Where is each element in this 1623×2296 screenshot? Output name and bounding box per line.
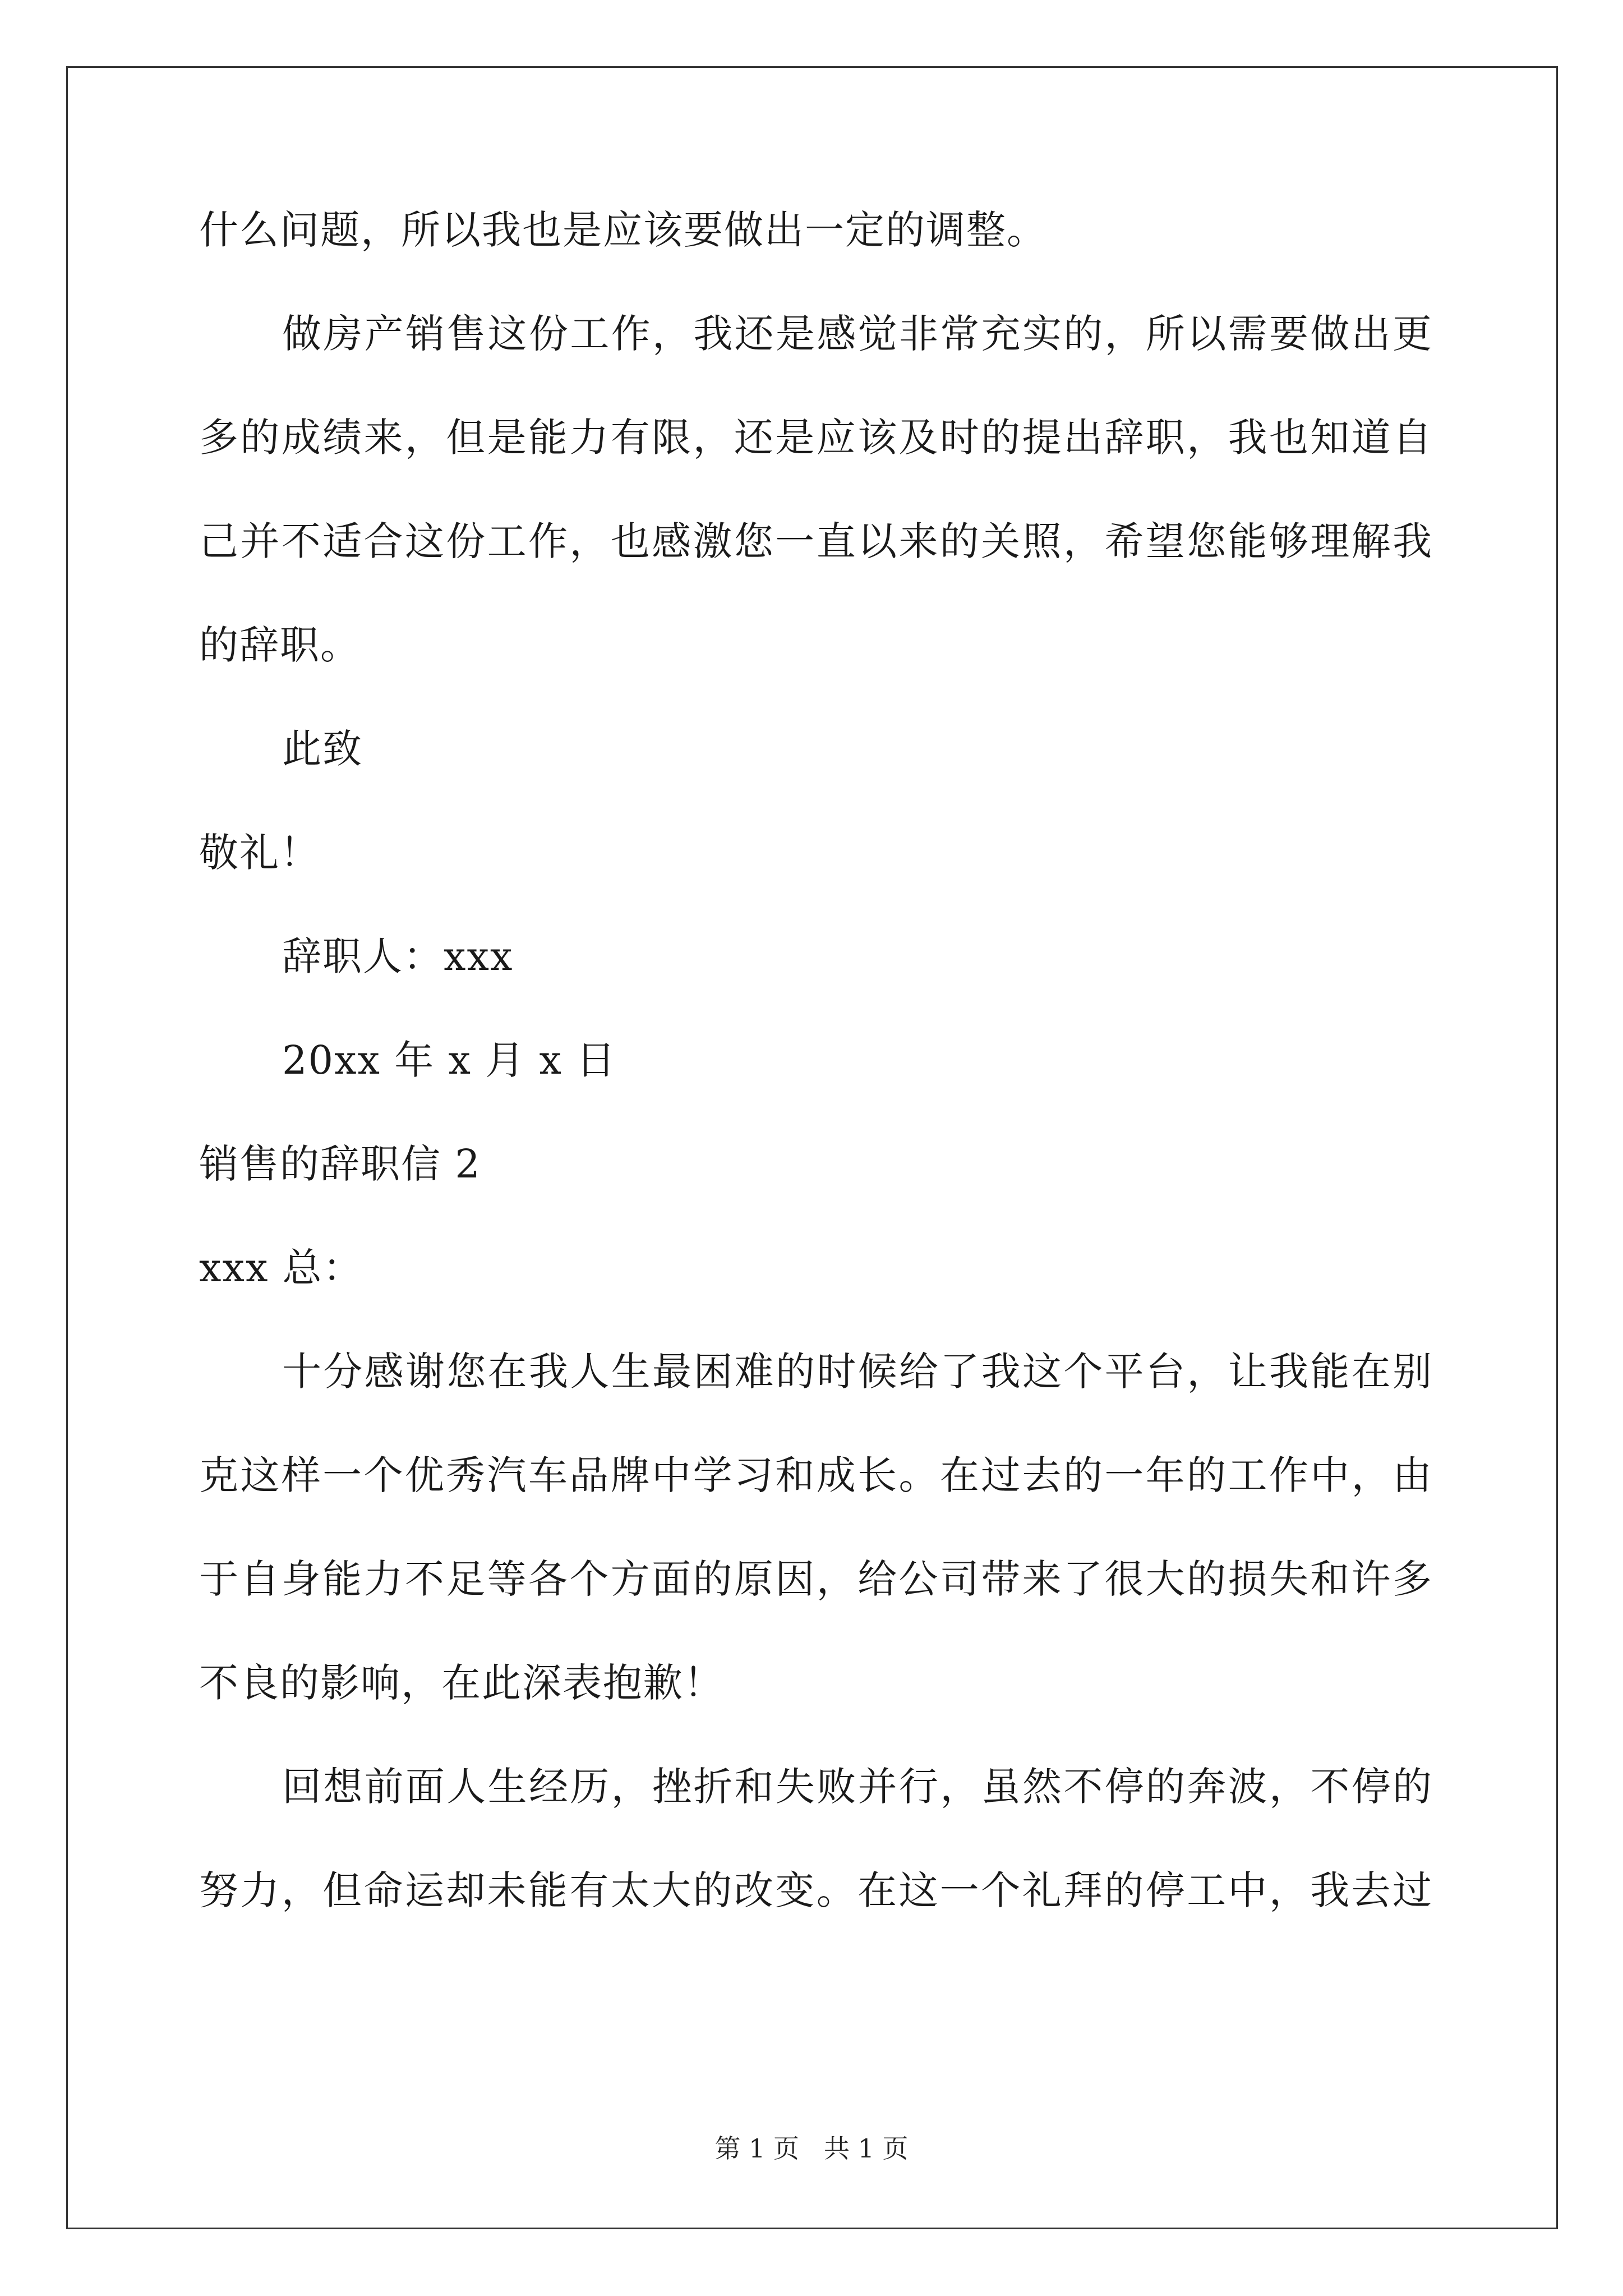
paragraph-line: 己并不适合这份工作，也感激您一直以来的关照，希望您能够理解我 — [199, 518, 1433, 564]
paragraph-line: 于自身能力不足等各个方面的原因，给公司带来了很大的损失和许多 — [199, 1556, 1433, 1602]
paragraph-line: 的辞职。 — [199, 622, 361, 668]
paragraph-line: 什么问题，所以我也是应该要做出一定的调整。 — [199, 207, 1047, 253]
paragraph-line: 不良的影响，在此深表抱歉！ — [199, 1660, 724, 1706]
page-number: 第 1 页 — [714, 2133, 799, 2164]
paragraph-line: 多的成绩来，但是能力有限，还是应该及时的提出辞职，我也知道自 — [199, 415, 1433, 461]
paragraph-line: 十分感谢您在我人生最困难的时候给了我这个平台，让我能在别 — [282, 1349, 1433, 1395]
date-line: 20xx 年 x 月 x 日 — [282, 1037, 617, 1083]
signature-line: 辞职人：xxx — [282, 933, 514, 979]
paragraph-line: 回想前面人生经历，挫折和失败并行，虽然不停的奔波，不停的 — [282, 1764, 1433, 1810]
closing-line: 此致 — [282, 726, 363, 772]
paragraph-line: 做房产销售这份工作，我还是感觉非常充实的，所以需要做出更 — [282, 311, 1433, 357]
paragraph-line: 克这样一个优秀汽车品牌中学习和成长。在过去的一年的工作中，由 — [199, 1452, 1433, 1498]
page-footer — [0, 2132, 1623, 2165]
salutation-line: 敬礼！ — [199, 830, 320, 876]
paragraph-line: 努力，但命运却未能有太大的改变。在这一个礼拜的停工中，我去过 — [199, 1867, 1433, 1913]
addressee-line: xxx 总： — [199, 1245, 363, 1291]
page-total: 共 1 页 — [824, 2133, 909, 2164]
section-title: 销售的辞职信 2 — [199, 1141, 481, 1187]
